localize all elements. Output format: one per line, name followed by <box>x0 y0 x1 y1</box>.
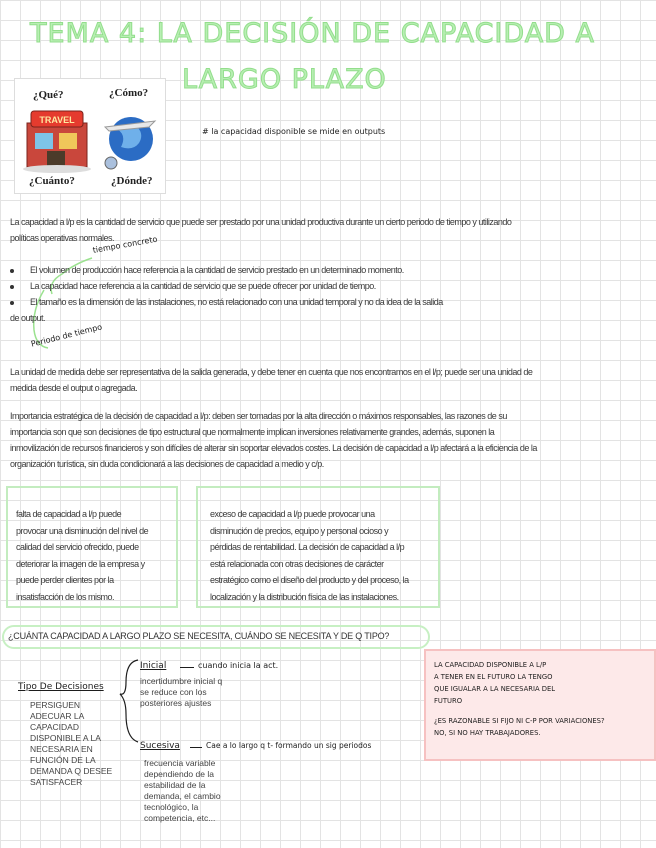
annotation-capacity-outputs: # la capacidad disponible se mide en outputs <box>202 127 386 136</box>
falta-line: deteriorar la imagen de la empresa y <box>16 558 145 569</box>
bullet-continuation: de output. <box>10 313 46 323</box>
inicial-desc-line: incertidumbre inicial q <box>140 676 223 686</box>
falta-capacidad-box <box>6 486 178 608</box>
tipo-decisiones-label: Tipo De Decisiones <box>18 682 104 692</box>
bullet-dot-icon <box>10 285 14 289</box>
red-note-line: FUTURO <box>434 697 463 705</box>
unidad-line: medida desde el output o agregada. <box>10 383 138 393</box>
page-title-line2: LARGO PLAZO <box>182 64 387 95</box>
bullet-item: El volumen de producción hace referencia a la cantidad de servicio prestado en un determinado momento. <box>10 262 650 278</box>
persiguen-line: DISPONIBLE A LA <box>30 733 101 743</box>
bullet-dot-icon <box>10 269 14 273</box>
travel-sign-text: TRAVEL <box>39 115 75 125</box>
falta-line: insatisfacción de los mismo. <box>16 591 115 602</box>
bullet-dot-icon <box>10 301 14 305</box>
red-note-line: A TENER EN EL FUTURO LA TENGO <box>434 673 553 681</box>
falta-line: calidad del servicio ofrecido, puede <box>16 542 139 552</box>
inicial-note: cuando inicia la act. <box>198 661 279 670</box>
persiguen-line: PERSIGUEN <box>30 700 81 710</box>
importancia-line: organización turística, sin duda condicionará a las decisiones de capacidad a medio y c/p. <box>10 459 324 469</box>
red-note-text <box>434 659 654 739</box>
sucesiva-desc-line: dependiendo de la <box>144 769 214 779</box>
exceso-line: está relacionada con otras decisiones de carácter <box>210 558 384 569</box>
exceso-line: pérdidas de rentabilidad. La decisión de capacidad a l/p <box>210 542 405 552</box>
travel-illustration <box>21 107 161 175</box>
inicial-desc-line: se reduce con los <box>140 687 207 697</box>
red-note-line: LA CAPACIDAD DISPONIBLE A L/P <box>434 661 547 669</box>
inicial-heading: Inicial <box>140 661 167 671</box>
persiguen-line: NECESARIA EN <box>30 744 93 754</box>
falta-line: falta de capacidad a l/p puede <box>16 509 122 519</box>
note-tiempo-concreto: tiempo concreto <box>92 234 158 255</box>
donde-label: ¿Dónde? <box>111 175 153 187</box>
red-note-line: QUE IGUALAR A LA NECESARIA DEL <box>434 685 556 693</box>
falta-line: provocar una disminución del nivel de <box>16 525 149 536</box>
exceso-line: localización y la distribución física de las instalaciones. <box>210 591 399 602</box>
exceso-line: estratégico como el diseño del producto y del proceso, la <box>210 575 409 585</box>
sucesiva-desc-line: tecnológico, la <box>144 802 199 812</box>
question-pill: ¿CUÁNTA CAPACIDAD A LARGO PLAZO SE NECESITA, CUÁNDO SE NECESITA Y DE Q TIPO? <box>2 625 430 649</box>
inicial-desc <box>140 676 270 709</box>
arrow-icon <box>190 747 202 748</box>
arrow-icon <box>180 667 194 668</box>
sucesiva-note: Cae a lo largo q t- formando un sig periodos <box>206 741 372 750</box>
sucesiva-desc <box>144 758 274 824</box>
cuanto-label: ¿Cuánto? <box>29 175 75 187</box>
definition-line: políticas operativas normales. <box>10 233 115 243</box>
como-label: ¿Cómo? <box>109 87 149 99</box>
importancia-paragraph <box>10 408 650 472</box>
page-title-line1: TEMA 4: LA DECISIÓN DE CAPACIDAD A <box>30 18 596 49</box>
sucesiva-desc-line: competencia, etc... <box>144 813 216 823</box>
que-label: ¿Qué? <box>33 89 64 101</box>
persiguen-line: DEMANDA Q DESEE <box>30 766 113 776</box>
persiguen-line: SATISFACER <box>30 777 83 787</box>
persiguen-line: CAPACIDAD <box>30 722 79 732</box>
persiguen-text <box>30 700 130 788</box>
unidad-paragraph <box>10 364 650 396</box>
importancia-line: importancia son que son decisiones de tipo estructural que normalmente implican inversiones relativamente grandes, además, suponen la <box>10 427 495 437</box>
exceso-line: exceso de capacidad a l/p puede provocar una <box>210 509 375 519</box>
red-note-line: NO, SI NO HAY TRABAJADORES. <box>434 729 541 737</box>
unidad-line: La unidad de medida debe ser representativa de la salida generada, y debe tener en cuenta que nos encontramos en el l/p; puede ser una unidad de <box>10 367 533 377</box>
falta-line: puede perder clientes por la <box>16 575 114 585</box>
importancia-line: Importancia estratégica de la decisión de capacidad a l/p: deben ser tomadas por la alta dirección o máximos responsables, las razones de su <box>10 411 507 421</box>
definition-paragraph <box>10 214 650 246</box>
sucesiva-heading: Sucesiva <box>140 741 180 751</box>
importancia-line: inmovilización de recursos financieros y son difíciles de alterar sin soportar elevados costes. La decisión de capacidad a l/p afectará a la eficiencia de la <box>10 443 537 453</box>
bullet-list <box>10 262 650 326</box>
red-note-box <box>424 649 656 761</box>
sucesiva-desc-line: estabilidad de la <box>144 780 206 790</box>
exceso-capacidad-box <box>196 486 440 608</box>
travel-questions-image <box>14 78 166 194</box>
bullet-item: La capacidad hace referencia a la cantidad de servicio que se puede ofrecer por unidad de tiempo. <box>10 278 650 294</box>
persiguen-line: FUNCIÓN DE LA <box>30 755 96 765</box>
bullet-item: El tamaño es la dimensión de las instalaciones, no está relacionado con una unidad temporal y no da idea de la salida <box>10 294 650 310</box>
red-note-line: ¿ES RAZONABLE SI FIJO NI C-P POR VARIACIONES? <box>434 717 605 725</box>
definition-line: La capacidad a l/p es la cantidad de servicio que puede ser prestado por una unidad productiva durante un cierto periodo de tiempo y utilizando <box>10 217 512 227</box>
sucesiva-desc-line: frecuencia variable <box>144 758 216 768</box>
note-periodo-tiempo: Periodo de tiempo <box>30 322 103 349</box>
exceso-line: disminución de precios, equipo y personal ocioso y <box>210 525 389 536</box>
inicial-desc-line: posteriores ajustes <box>140 698 212 708</box>
persiguen-line: ADECUAR LA <box>30 711 85 721</box>
sucesiva-desc-line: demanda, el cambio <box>144 791 221 801</box>
